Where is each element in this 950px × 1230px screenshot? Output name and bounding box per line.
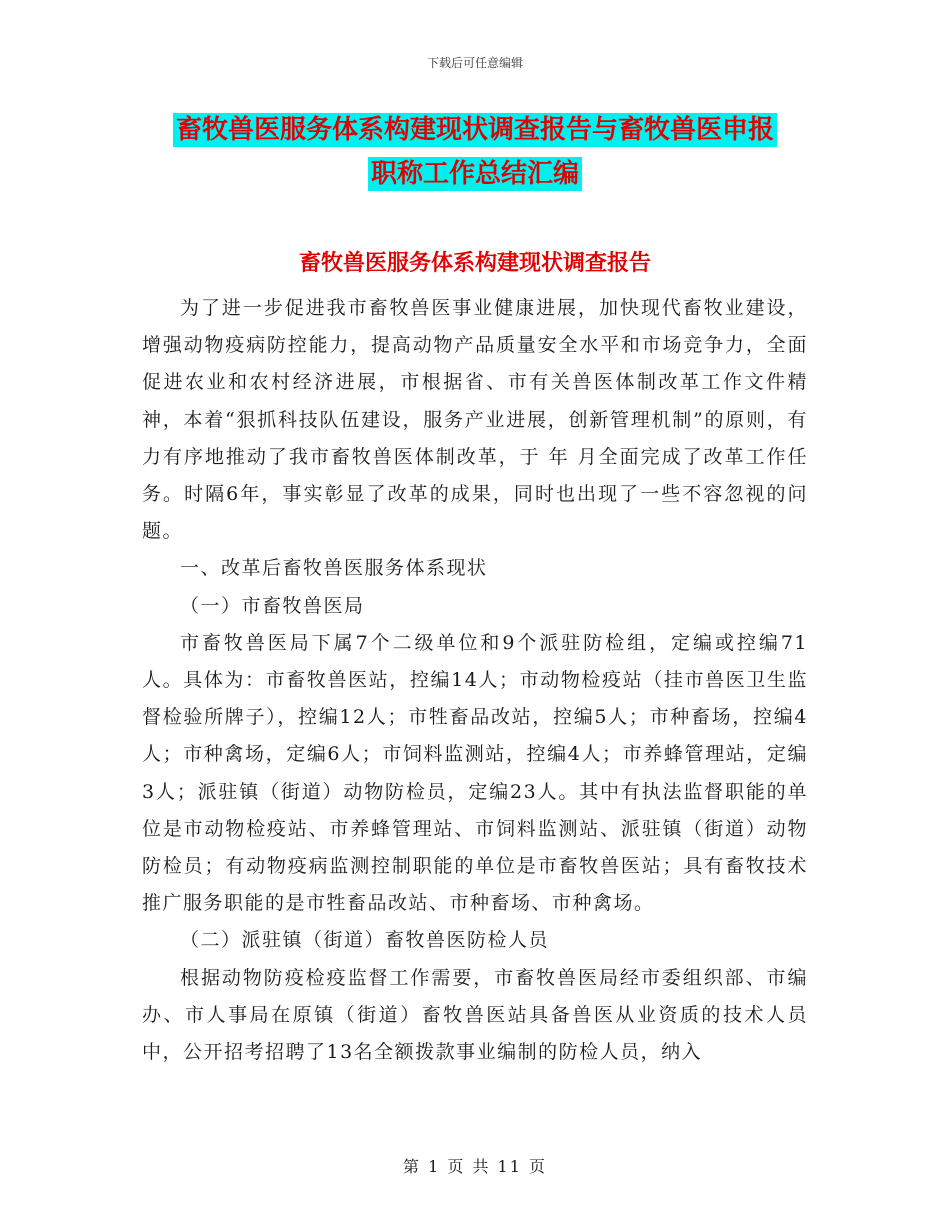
heading-subsection-2: （二）派驻镇（街道）畜牧兽医防检人员 [180, 929, 550, 952]
document-title-line-2: 职称工作总结汇编 [0, 156, 950, 192]
paragraph-intro: 为了进一步促进我市畜牧兽医事业健康进展，加快现代畜牧业建设，增强动物疫病防控能力，提高动物产品质量安全水平和市场竞争力，全面促进农业和农村经济进展，市根据省、市有关兽医体制改革工作文件精神，本着“狠抓科技队伍建设，服务产业进展，创新管理机制”的原则，有力有序地推动了我市畜牧兽医体制改革，于 年 月全面完成了改革工作任务。时隔6年，事实彰显了改革的成果，同时也出现了一些不容忽视的问题。 [142, 297, 808, 543]
page-footer: 第 1 页 共 11 页 [403, 1157, 547, 1176]
heading-subsection-1: （一）市畜牧兽医局 [180, 594, 365, 617]
paragraph-staff: 根据动物防疫检疫监督工作需要，市畜牧兽医局经市委组织部、市编办、市人事局在原镇（街道）畜牧兽医站具备兽医从业资质的技术人员中，公开招考招聘了13名全额拨款事业编制的防检人员，纳入 [142, 966, 808, 1064]
section-title: 畜牧兽医服务体系构建现状调查报告 [298, 251, 651, 276]
document-title-line-1: 畜牧兽医服务体系构建现状调查报告与畜牧兽医申报 [0, 112, 950, 148]
paragraph-bureau: 市畜牧兽医局下属7个二级单位和9个派驻防检组，定编或控编71人。具体为：市畜牧兽医站，控编14人；市动物检疫站（挂市兽医卫生监督检验所牌子），控编12人；市牲畜品改站，控编5人；市种畜场，控编4人；市种禽场，定编6人；市饲料监测站，控编4人；市养蜂管理站，定编3人；派驻镇（街道）动物防检员，定编23人。其中有执法监督职能的单位是市动物检疫站、市养蜂管理站、市饲料监测站、派驻镇（街道）动物防检员；有动物疫病监测控制职能的单位是市畜牧兽医站；具有畜牧技术推广服务职能的是市牲畜品改站、市种畜场、市种禽场。 [142, 631, 808, 915]
document-body [142, 290, 808, 1071]
heading-section-1: 一、改革后畜牧兽医服务体系现状 [180, 557, 488, 580]
page-header: 下载后可任意编辑 [426, 56, 523, 70]
